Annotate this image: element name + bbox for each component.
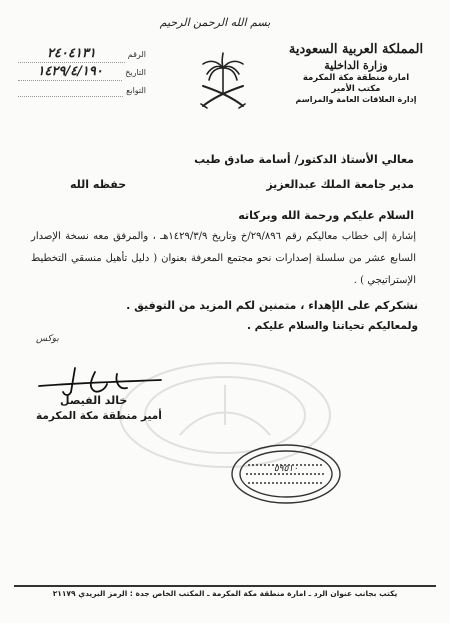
footer-address: يكتب بجانب عنوان الرد ـ امارة منطقة مكة المكرمة ـ المكتب الخاص جدة : الرمز البريدي ٢١١٧٩ (52, 589, 398, 598)
signer-title: أمير منطقة مكة المكرمة (36, 410, 162, 422)
emirate-name: امارة منطقة مكة المكرمة (302, 73, 410, 83)
reference-date-row (18, 63, 146, 81)
reference-number-value: ٢٤٠٤١٣١ (18, 46, 125, 63)
letter-closing: ولمعاليكم تحياتنا والسلام عليكم . (247, 320, 418, 332)
reference-date-value: ١٤٢٩/٤/١٩٠ (18, 64, 122, 81)
basmala: بسم الله الرحمن الرحيم (159, 16, 271, 29)
greeting: السلام عليكم ورحمة الله وبركاته (238, 209, 414, 222)
letter-thanks: نشكركم على الإهداء ، متمنين لكم المزيد من التوفيق . (126, 299, 418, 312)
stamp-number: ٥٩٥١٠ (273, 464, 299, 474)
footer-divider (14, 585, 436, 587)
reference-number-row (18, 45, 146, 63)
reference-date-label: التاريخ (125, 67, 146, 77)
reference-attachments-label: التوابع (126, 85, 146, 95)
addressee-blessing: حفظه الله (70, 178, 127, 191)
reference-attachments-value (18, 83, 123, 97)
handwritten-note: بوكس (36, 334, 59, 344)
letter-body: إشارة إلى خطاب معاليكم رقم ٢٩/٨٩٦/خ وتاريخ ١٤٢٩/٣/٩هـ ، والمرفق معه نسخة الإصدار السابع عشر من سلسلة إصدارات نحو مجتمع المعرفة بعنوان ( دليل تأهيل منسقي التخطيط الإستراتيجي ) . (31, 231, 416, 286)
reference-block (18, 45, 146, 99)
reference-number-label: الرقم (127, 49, 146, 59)
kingdom-name: المملكة العربية السعودية (288, 42, 424, 57)
office-name: مكتب الأمير (331, 84, 381, 94)
reference-attachments-row (18, 81, 146, 99)
addressee-role: مدير جامعة الملك عبدالعزيز (266, 178, 414, 191)
ministry-name: وزارة الداخلية (324, 59, 388, 72)
signer-name: خالد الفيصل (60, 394, 128, 407)
letterhead-right (276, 42, 436, 104)
addressee-role-row (34, 178, 414, 191)
palm-swords-emblem-icon (195, 50, 251, 116)
department-name: إدارة العلاقات العامة والمراسم (295, 95, 417, 104)
incoming-stamp (230, 443, 342, 505)
addressee-title: معالي الأستاذ الدكتور/ أسامة صادق طيب (194, 153, 414, 166)
